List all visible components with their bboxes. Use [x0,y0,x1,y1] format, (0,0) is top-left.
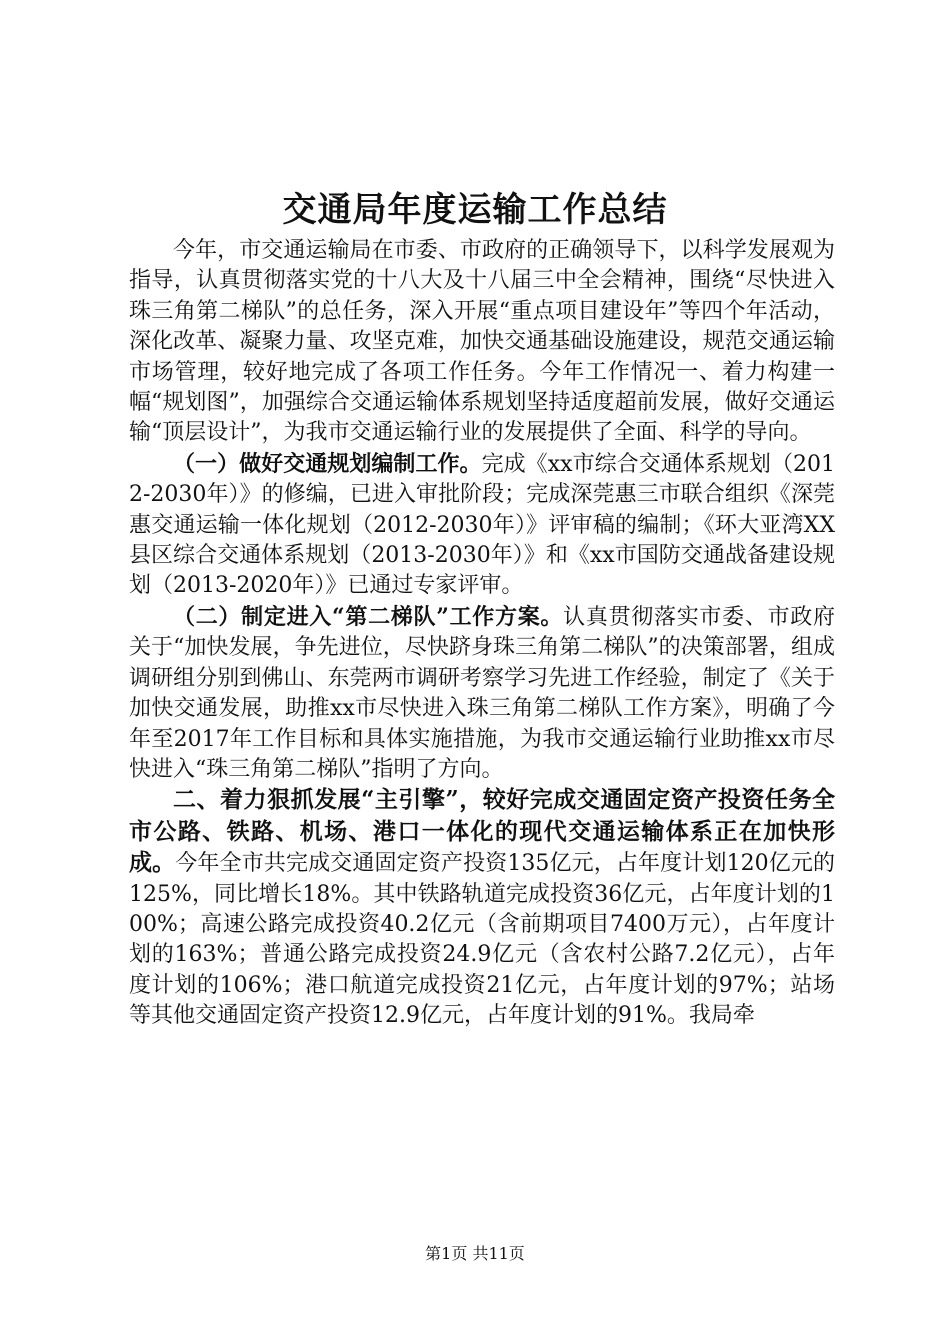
paragraph-second-tier-text: 认真贯彻落实市委、市政府关于“加快发展，争先进位，尽快跻身珠三角第二梯队”的决策部署，组成调研组分别到佛山、东莞两市调研考察学习先进工作经验，制定了《关于加快交通发展，助推xx市尽快进入珠三角第二梯队工作方案》，明确了今年至2017年工作目标和具体实施措施，为我市交通运输行业助推xx市尽快进入“珠三角第二梯队”指明了方向。 [129,604,835,782]
paragraph-planning-text: 完成《xx市综合交通体系规划（2012-2030年）》的修编，已进入审批阶段；完成深莞惠三市联合组织《深莞惠交通运输一体化规划（2012-2030年）》评审稿的编制；《环大亚湾XX县区综合交通体系规划（2013-2030年）》和《xx市国防交通战备建设规划（2013-2020年）》已通过专家评审。 [129,451,835,599]
document-title: 交通局年度运输工作总结 [282,190,668,230]
paragraph-intro [129,236,835,449]
document-body [129,236,835,1032]
section-heading-planning: （一）做好交通规划编制工作。 [173,450,482,477]
page-footer: 第1页 共11页 [425,1244,525,1263]
paragraph-investment-text: 今年全市共完成交通固定资产投资135亿元，占年度计划120亿元的125%，同比增长18%。其中铁路轨道完成投资36亿元，占年度计划的100%；高速公路完成投资40.2亿元（含前期项目7400万元），占年度计划的163%；普通公路完成投资24.9亿元（含农村公路7.2亿元），占年度计划的106%；港口航道完成投资21亿元，占年度计划的97%；站场等其他交通固定资产投资12.9亿元，占年度计划的91%。我局牵 [129,851,835,1029]
paragraph-second-tier [129,602,835,785]
section-heading-second-tier: （二）制定进入“第二梯队”工作方案。 [173,603,564,630]
section-heading-investment: 二、着力狠抓发展“主引擎”，较好完成交通固定资产投资任务全市公路、铁路、机场、港口一体化的现代交通运输体系正在加快形成。 [129,786,835,877]
paragraph-investment [129,785,835,1031]
paragraph-intro-text: 今年，市交通运输局在市委、市政府的正确领导下，以科学发展观为指导，认真贯彻落实党的十八大及十八届三中全会精神，围绕“尽快进入珠三角第二梯队”的总任务，深入开展“重点项目建设年”等四个年活动，深化改革、凝聚力量、攻坚克难，加快交通基础设施建设，规范交通运输市场管理，较好地完成了各项工作任务。今年工作情况一、着力构建一幅“规划图”，加强综合交通运输体系规划坚持适度超前发展，做好交通运输“顶层设计”，为我市交通运输行业的发展提供了全面、科学的导向。 [129,238,835,446]
paragraph-planning [129,449,835,602]
